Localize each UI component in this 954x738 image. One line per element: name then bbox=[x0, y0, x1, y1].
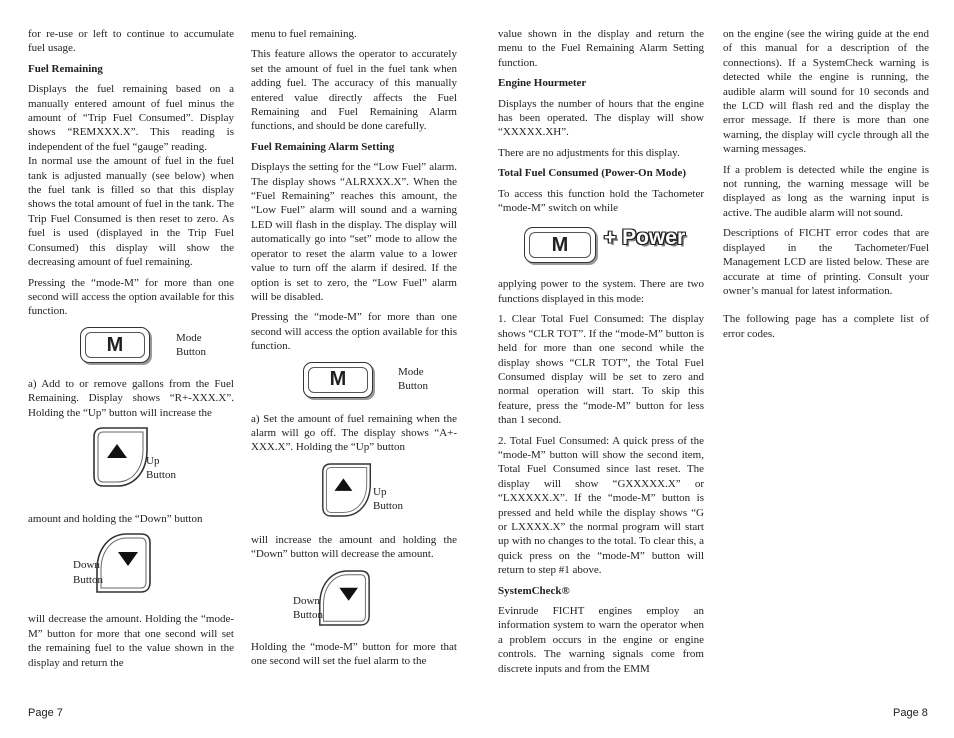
paragraph: Descriptions of FICHT error codes that are displayed in the Tachometer/Fuel Management LCD are listed below. These are accurate at time of printing. Consult your owner’s manual for latest information. bbox=[723, 227, 929, 297]
up-button-figure bbox=[28, 426, 234, 512]
paragraph: In normal use the amount of fuel in the fuel tank is adjusted manually (see below) when the fuel tank is filled so that this display shows the total amount of fuel in the tank. The Trip Fuel Consumed is then reset to zero. As fuel is used (displayed in the Trip Fuel Consumed) this display will show the decreasing amount of fuel remaining. bbox=[28, 155, 234, 269]
column-4 bbox=[723, 27, 929, 347]
mode-button-icon bbox=[524, 227, 596, 263]
paragraph: on the engine (see the wiring guide at the end of this manual for a description of the connections). If a SystemCheck warning is detected while the engine is running, the audible alarm will sound for 10 seconds and the LCD will flash red and the display the error message. If there is more than one warning, the display will cycle through all the warning messages. bbox=[723, 28, 929, 156]
paragraph: Pressing the “mode-M” for more than one second will access the option available for this function. bbox=[251, 311, 457, 353]
column-3 bbox=[498, 27, 704, 682]
paragraph: 1. Clear Total Fuel Consumed: The display shows “CLR TOT”. If the “mode-M” button is held for more than one second while the display shows “CLR TOT”, the Total Fuel Consumed display will be set to zero and normal operation will start. To skip this feature, press the “mode-M” button for less than 1 second. bbox=[498, 313, 704, 427]
mode-button-letter: M bbox=[529, 232, 591, 258]
paragraph: will decrease the amount. Holding the “mode-M” button for more that one second will set the remaining fuel to the value shown in the display and return the bbox=[28, 613, 234, 669]
power-label: + Power bbox=[604, 226, 686, 250]
column-1 bbox=[28, 27, 234, 676]
column-2 bbox=[251, 27, 457, 674]
heading-alarm-setting: Fuel Remaining Alarm Setting bbox=[251, 140, 395, 153]
paragraph: Displays the fuel remaining based on a manually entered amount of fuel minus the amount of “Trip Fuel Consumed”. Display shows “REMXXX.X”. This reading is independent of the fuel “gauge” reading. bbox=[28, 83, 234, 153]
paragraph: a) Add to or remove gallons from the Fuel Remaining. Display shows “R+-XXX.X”. Holding the “Up” button will increase the bbox=[28, 377, 234, 419]
paragraph: for re-use or left to continue to accumulate fuel usage. bbox=[28, 28, 234, 55]
paragraph: 2. Total Fuel Consumed: A quick press of the “mode-M” button will show the second item, Total Fuel Consumed since last reset. The display will show “GXXXXX.X” or “LXXXXX.X”. If the “mode-M” button is pressed and held while the display shows “G or LXXXX.X” the normal program will start up with no changes to the total. To clear this, a quick press on the “mode-M” button will return to step #1 above. bbox=[498, 434, 704, 577]
mode-button-figure bbox=[28, 325, 234, 377]
paragraph: amount and holding the “Down” button bbox=[28, 512, 203, 525]
up-button-label: Up Button bbox=[373, 485, 403, 513]
paragraph: Holding the “mode-M” button for more that one second will set the fuel alarm to the bbox=[251, 640, 457, 667]
up-arrow-icon bbox=[321, 461, 373, 519]
mode-button-letter: M bbox=[308, 367, 368, 393]
mode-button-label: Mode Button bbox=[398, 365, 428, 392]
heading-systemcheck: SystemCheck® bbox=[498, 584, 570, 597]
down-button-figure bbox=[251, 568, 457, 640]
down-button-label: Down Button bbox=[293, 594, 323, 621]
paragraph: applying power to the system. There are two functions displayed in this mode: bbox=[498, 278, 704, 305]
heading-total-fuel-consumed: Total Fuel Consumed (Power-On Mode) bbox=[498, 167, 687, 180]
paragraph: To access this function hold the Tachometer “mode-M” switch on while bbox=[498, 187, 704, 215]
paragraph: Displays the number of hours that the engine has been operated. The display will show “XXXXX.XH”. bbox=[498, 97, 704, 139]
up-button-figure bbox=[251, 461, 457, 533]
heading-fuel-remaining: Fuel Remaining bbox=[28, 62, 103, 75]
down-button-label: Down Button bbox=[73, 559, 103, 586]
paragraph: The following page has a complete list of error codes. bbox=[723, 313, 929, 340]
mode-button-icon bbox=[80, 327, 150, 363]
paragraph: Displays the setting for the “Low Fuel” alarm. The display shows “ALRXXX.X”. When the “Fuel Remaining” reaches this amount, the “Low Fuel” alarm will sound and a warning LED will flash in the display. The display will automatically go into “set” mode to allow the operator to reset the alarm value to a lower value to turn off the alarm if desired. If the option is set to zero, the “Low Fuel” alarm will be disabled. bbox=[251, 161, 457, 303]
paragraph: a) Set the amount of fuel remaining when the alarm will go off. The display shows “A+-XXX.X”. Holding the “Up” button bbox=[251, 412, 457, 454]
paragraph: value shown in the display and return the menu to the Fuel Remaining Alarm Setting function. bbox=[498, 28, 704, 69]
mode-button-label: Mode Button bbox=[176, 331, 206, 359]
heading-engine-hourmeter: Engine Hourmeter bbox=[498, 77, 587, 90]
down-button-figure bbox=[28, 532, 234, 612]
up-arrow-icon bbox=[92, 426, 150, 488]
paragraph: There are no adjustments for this display. bbox=[498, 146, 680, 159]
mode-plus-power-figure bbox=[498, 221, 704, 277]
up-button-label: Up Button bbox=[146, 454, 176, 482]
paragraph: If a problem is detected while the engine is not running, the warning message will be displayed as long as the warning input is active. The audible alarm will not sound. bbox=[723, 163, 929, 219]
paragraph: will increase the amount and holding the “Down” button will decrease the amount. bbox=[251, 533, 457, 561]
down-arrow-icon bbox=[317, 568, 371, 628]
page-number-right: Page 8 bbox=[893, 707, 928, 719]
page-number-left: Page 7 bbox=[28, 707, 63, 719]
paragraph: Pressing the “mode-M” for more than one second will access the option available for this function. bbox=[28, 276, 234, 318]
mode-button-icon bbox=[303, 362, 373, 398]
paragraph: This feature allows the operator to accurately set the amount of fuel in the fuel tank when adding fuel. The accuracy of this manually entered value directly affects the Fuel Remaining and Fuel Remaining Alarm functions, and should be done carefully. bbox=[251, 48, 457, 133]
paragraph: Evinrude FICHT engines employ an information system to warn the operator when a problem occurs in the engine or engine controls. The warning signals come from discrete inputs and from the EMM bbox=[498, 605, 704, 675]
mode-button-figure bbox=[251, 360, 457, 412]
mode-button-letter: M bbox=[85, 332, 145, 358]
paragraph: menu to fuel remaining. bbox=[251, 28, 357, 40]
